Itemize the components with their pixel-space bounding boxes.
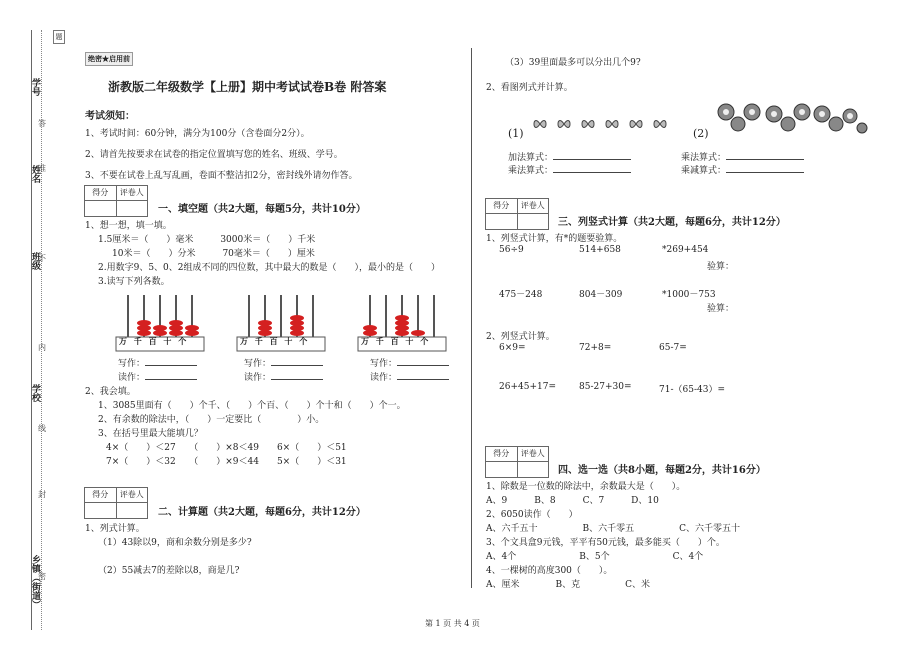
score-box (84, 487, 148, 519)
score-label: 得分 (493, 201, 510, 210)
question: 1、列式计算。 (85, 524, 145, 534)
question: 1、列竖式计算，有*的题要验算。 (486, 234, 623, 244)
figure-label: (1) (508, 127, 524, 140)
question: 2、我会填。 (85, 387, 136, 397)
question: （3）39里面最多可以分出几个9? (505, 58, 641, 68)
calc-item: 85-27+30= (579, 382, 632, 392)
page-title: 浙教版二年级数学【上册】期中考试试卷B卷 附答案 (108, 80, 387, 94)
read-field[interactable]: 读作： (244, 370, 323, 383)
choice-options[interactable]: A、六千五十 B、六千零五 C、六千零五十 (486, 524, 741, 534)
field-label-student-id: 学号 (30, 78, 40, 96)
write-field[interactable]: 写作： (118, 356, 197, 369)
figure-label: (2) (693, 127, 709, 140)
check-label: 验算： (707, 304, 735, 314)
seal-char: 答 (38, 119, 46, 128)
note-item: 2、请首先按要求在试卷的指定位置填写您的姓名、班级、学号。 (85, 150, 343, 160)
question: 1.5厘米＝（ ）毫米 3000米＝（ ）千米 (98, 235, 316, 245)
seal-char: 准 (38, 164, 46, 173)
score-box (485, 198, 549, 230)
question: （2）55减去7的差除以8，商是几? (98, 566, 240, 576)
choice-question: 4、一棵树的高度300（ ）。 (486, 566, 613, 576)
choice-question: 3、个文具盒9元钱，平平有50元钱，最多能买（ ）个。 (486, 538, 725, 548)
write-field[interactable]: 写作： (370, 356, 449, 369)
calc-item: 475－248 (499, 290, 543, 300)
calc-item: *1000－753 (662, 290, 716, 300)
check-label: 验算： (707, 262, 735, 272)
choice-question: 1、除数是一位数的除法中，余数最大是（ ）。 (486, 482, 686, 492)
column-divider (471, 48, 472, 588)
seal-char: 线 (38, 424, 46, 433)
abacus-labels: 万 千 百 十 个 (240, 336, 308, 346)
calc-item: 71-（65-43）= (659, 385, 725, 395)
binding-line (31, 30, 32, 630)
butterfly-figure (530, 110, 680, 141)
score-label: 得分 (92, 490, 109, 499)
choice-question: 2、6050读作（ ） (486, 510, 578, 520)
field-label-town: 乡镇（街道） (30, 555, 40, 609)
calc-item: *269+454 (662, 245, 709, 255)
corner-box: 题 (53, 30, 65, 44)
field-label-school: 学校 (30, 384, 40, 402)
grader-label: 评卷人 (116, 186, 148, 200)
question: 2、列竖式计算。 (486, 332, 555, 342)
seal-char: 封 (38, 490, 46, 499)
calc-item: 72+8= (579, 343, 612, 353)
seal-char: 内 (38, 343, 46, 352)
score-label: 得分 (493, 449, 510, 458)
note-item: 3、不要在试卷上乱写乱画，卷面不整洁扣2分，密封线外请勿作答。 (85, 171, 358, 181)
choice-options[interactable]: A、4个 B、5个 C、4个 (486, 552, 704, 562)
calc-item: 514+658 (579, 245, 621, 255)
question: 3.读写下列各数。 (98, 277, 170, 287)
question: 1、3085里面有（ ）个千、（ ）个百、（ ）个十和（ ）个一。 (98, 401, 406, 411)
choice-options[interactable]: A、厘米 B、克 C、米 (486, 580, 651, 590)
secret-tag: 绝密★启用前 (85, 52, 133, 66)
score-box (485, 446, 549, 478)
note-item: 1、考试时间：60分钟，满分为100分（含卷面分2分）。 (85, 129, 310, 139)
field-label-name: 姓名 (30, 165, 40, 183)
grader-label: 评卷人 (517, 447, 549, 461)
seal-char: 密 (38, 572, 46, 581)
question: 1、想一想，填一填。 (85, 221, 172, 231)
question: 10米＝（ ）分米 70毫米＝（ ）厘米 (112, 249, 315, 259)
read-field[interactable]: 读作： (370, 370, 449, 383)
question: 3、在括号里最大能填几？ (98, 429, 203, 439)
section1-title: 一、填空题（共2大题，每题5分，共计10分） (158, 204, 366, 215)
field-label-class: 班级 (30, 252, 40, 270)
page-number: 第 1 页 共 4 页 (425, 619, 480, 628)
choice-options[interactable]: A、9 B、8 C、7 D、10 (486, 496, 659, 506)
seal-char: 不 (38, 254, 46, 263)
grader-label: 评卷人 (116, 488, 148, 502)
mul-formula-field[interactable]: 乘法算式： (508, 163, 631, 176)
question: 2.用数字9、5、0、2组成不同的四位数，其中最大的数是（ ），最小的是（ ） (98, 263, 440, 273)
question: 2、看图列式并计算。 (486, 83, 573, 93)
abacus-labels: 万 千 百 十 个 (361, 336, 429, 346)
add-formula-field[interactable]: 加法算式： (508, 150, 631, 163)
section2-title: 二、计算题（共2大题，每题6分，共计12分） (158, 507, 366, 518)
inequality-row: 7×（ ）＜32 （ ）×9＜44 5×（ ）＜31 (106, 457, 347, 467)
question: （1）43除以9，商和余数分别是多少? (98, 538, 252, 548)
abacus-labels: 万 千 百 十 个 (119, 336, 187, 346)
calc-item: 804－309 (579, 290, 623, 300)
mul-formula-field[interactable]: 乘法算式： (681, 150, 804, 163)
read-field[interactable]: 读作： (118, 370, 197, 383)
grader-label: 评卷人 (517, 199, 549, 213)
score-label: 得分 (92, 188, 109, 197)
calc-item: 56÷9 (499, 245, 524, 255)
flower-figure (712, 98, 872, 143)
write-field[interactable]: 写作： (244, 356, 323, 369)
mul-sub-formula-field[interactable]: 乘减算式： (681, 163, 804, 176)
inequality-row: 4×（ ）＜27 （ ）×8＜49 6×（ ）＜51 (106, 443, 347, 453)
score-box (84, 185, 148, 217)
question: 2、有余数的除法中，（ ）一定要比（ ）小。 (98, 415, 325, 425)
section3-title: 三、列竖式计算（共2大题，每题6分，共计12分） (558, 217, 786, 228)
calc-item: 6×9= (499, 343, 526, 353)
section4-title: 四、选一选（共8小题，每题2分，共计16分） (558, 465, 766, 476)
calc-item: 26+45+17= (499, 382, 556, 392)
notes-heading: 考试须知： (85, 111, 135, 122)
calc-item: 65-7= (659, 343, 687, 353)
